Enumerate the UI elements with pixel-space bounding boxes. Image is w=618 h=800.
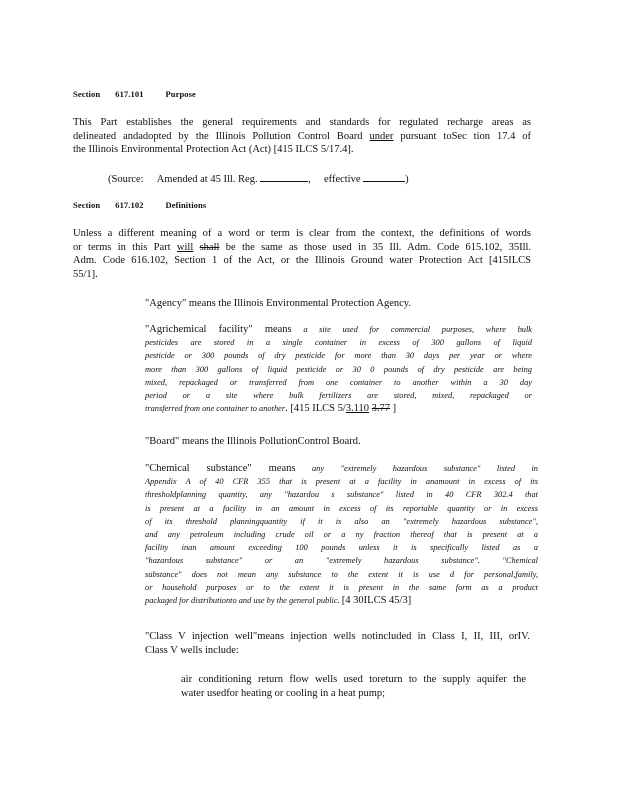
deleted-text: 3.77 bbox=[371, 403, 391, 415]
section-label: Section bbox=[73, 200, 101, 210]
section-number: 617.102 bbox=[115, 200, 144, 210]
definition-chemical-substance: "Chemical substance" means any "extremely hazardous substance" listed in Appendix A of 40 CFR 355 that is present at a facility in anamount in excess of its thresholdplanning quantity, any "hazardou s substance" listed in 40 CFR 302.4 that is present at a facility in an amount in excess of its reportable quantity or in excess of its threshold planningquantity if it is also an "extremely hazardous substance", and any petroleum including crude oil or a ny fraction thereof that is present at a facility inan amount exceeding 100 pounds unless it is specifically listed as a "hazardous substance" or an "extremely hazardous substance". "Chemical substance" does not mean any substance to the extent it is use d for personal,family, or household purposes or to the extent it is present in the same form as a product packaged for distributionto and use by the general public. [4 30ILCS 45/3] bbox=[145, 463, 538, 607]
purpose-paragraph bbox=[73, 116, 531, 157]
paragraph-line: Adm. Code 616.102, Section 1 of the Act, or the Illinois Ground water Protection Act [415ILCS bbox=[73, 255, 531, 266]
inserted-text: 3.110 bbox=[345, 403, 370, 415]
blank-field bbox=[363, 172, 405, 182]
definition-term: "Agrichemical facility" means bbox=[145, 324, 292, 335]
section-title: Purpose bbox=[165, 89, 196, 99]
paragraph-line: Unless a different meaning of a word or term is clear from the context, the definitions of words bbox=[73, 228, 531, 239]
definition-agency: "Agency" means the Illinois Environmental Protection Agency. bbox=[145, 298, 411, 309]
paragraph-line: 55/1]. bbox=[73, 268, 98, 280]
section-heading-definitions bbox=[73, 200, 206, 210]
citation: [4 30ILCS 45/3] bbox=[341, 595, 412, 607]
inserted-text: under bbox=[369, 130, 394, 142]
definition-term: "Chemical substance" means bbox=[145, 463, 296, 474]
blank-field bbox=[260, 172, 308, 182]
definition-board: "Board" means the Illinois PollutionControl Board. bbox=[145, 436, 361, 447]
section-heading-purpose bbox=[73, 89, 196, 99]
inserted-text: will bbox=[176, 241, 194, 253]
definition-class-v-injection-well: "Class V injection well"means injection wells notincluded in Class I, II, III, orIV. Class V wells include: bbox=[145, 631, 530, 656]
deleted-text: shall bbox=[199, 241, 220, 253]
source-note: (Source: Amended at 45 Ill. Reg. , effective ) bbox=[108, 174, 409, 185]
section-label: Section bbox=[73, 89, 101, 99]
paragraph-line: or terms in this Part will shall be the same as those used in 35 Ill. Adm. Code 615.102, 35Ill. bbox=[73, 241, 532, 253]
section-title: Definitions bbox=[165, 200, 207, 210]
paragraph-line: delineated andadopted by the Illinois Pollution Control Board under pursuant toSec tion 17.4 of bbox=[73, 130, 532, 142]
definitions-intro bbox=[73, 227, 531, 281]
section-number: 617.101 bbox=[115, 89, 144, 99]
paragraph-line: This Part establishes the general requirements and standards for regulated recharge areas as bbox=[73, 117, 531, 128]
list-item-air-conditioning: air conditioning return flow wells used toreturn to the supply aquifer the water usedfor heating or cooling in a heat pump; bbox=[181, 674, 526, 699]
definition-agrichemical-facility: "Agrichemical facility" means a site used for commercial purposes, where bulk pesticides are stored in a single container in excess of 300 gallons of liquid pesticide or 300 pounds of dry pesticide for more than 30 days per year or where more than 300 gallons of liquid pesticide or 30 0 pounds of dry pesticide are being mixed, repackaged or transferred from one container to another within a 30 day period or a site where bulk fertilizers are stored, mixed, repackaged or transferred from one container to another. [415 ILCS 5/3.110 3.77 ] bbox=[145, 324, 532, 415]
paragraph-line: the Illinois Environmental Protection Act (Act) [415 ILCS 5/17.4]. bbox=[73, 144, 354, 155]
